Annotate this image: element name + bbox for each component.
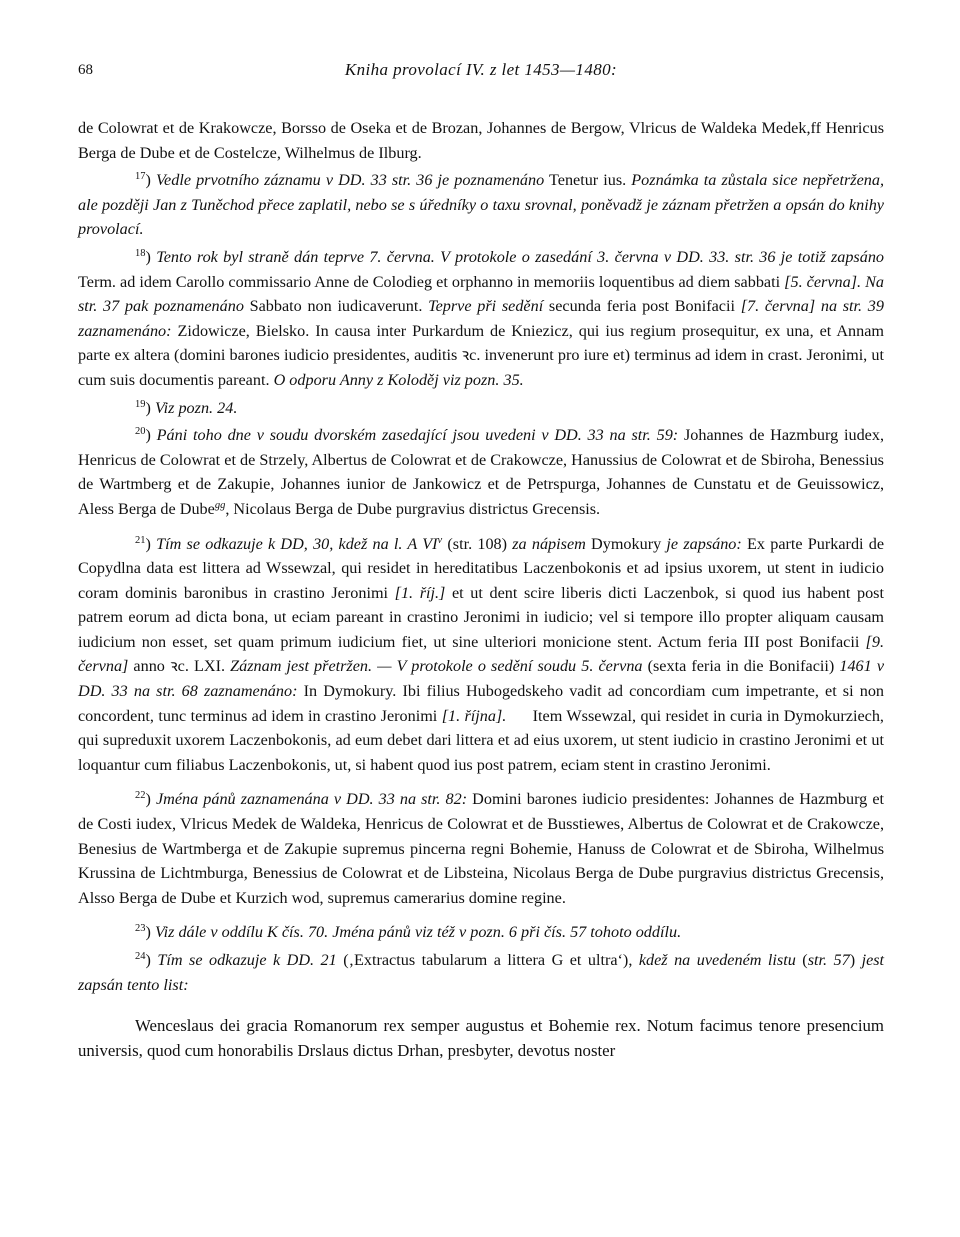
footnote-number: 23 (135, 923, 146, 935)
footnote-text: Ex parte Purkardi de Copydlna data est littera ad Wssewzal, qui residet in hereditatibus Laczenbokonis et ad ipsius uxorem, ut stent in iudicio coram dominis baronibus in crastino Jeronimi (78, 534, 885, 602)
footnote-text: za nápisem (512, 534, 586, 553)
footnote-text: je zapsáno: (666, 534, 742, 553)
footnote-text: Dymokury (585, 534, 667, 553)
footnote-17: $^{17}$) Vedle prvotního záznamu v DD. 33 str. 36 je poznamenáno Tenetur ius. Poznámka ta zůstala sice nepřetržena, ale později Jan z Tuněchod přece zaplatil, nebo se s úředníky o taxu srovnal, poněvadž je záznam přetržen a opsán do knihy provolací. (78, 171, 885, 239)
page-header (78, 58, 884, 88)
footnote-superscript: gg (214, 499, 226, 511)
footnote-text: , Nicolaus Berga de Dube purgravius districtus Grecensis. (225, 499, 601, 518)
footnote-text: Viz pozn. 24. (154, 398, 238, 417)
footnote-text: 1461 v DD. 33 na str. 68 zaznamenáno: (78, 657, 885, 701)
footnote-text: str. 57 (807, 951, 850, 969)
footnote-text: Záznam jest přetržen. — V protokole o sedění soudu 5. června (230, 657, 643, 676)
footnote-text: Term. ad idem Carollo commissario Anne de Colodieg et orphanno in memoriis loquentibus ad diem sabbati (78, 272, 785, 291)
footnote-text: anno ꝛc. LXI. (128, 657, 231, 676)
footnote-19: $^{19}$) Viz pozn. 24. (135, 398, 238, 417)
footnote-text: (sexta feria in die Bonifacii) (642, 657, 840, 676)
footnote-text: Jména pánů zaznamenána v DD. 33 na str. 82: (155, 790, 468, 809)
footnote-text: secunda feria post Bonifacii (543, 297, 741, 316)
paragraph-continuation (78, 116, 884, 165)
footnote-23: $^{23}$) Viz dále v oddílu K čís. 70. Jména pánů viz též v pozn. 6 při čís. 57 tohoto oddílu. (135, 923, 682, 942)
footnote-number: 19 (135, 398, 146, 410)
footnote-text: Teprve při sedění (428, 297, 544, 316)
footnote-text: et ut dent scire liberis dicti Laczenbok, si quod ius habent post patrem eorum ad dicta bona, ut eciam pareant in crastino Jeronimi in iudicio; vel si tempore illo propter aliquam causam iudicium non esset, set quam primum iudicium fiet, ut sine ulteriori monicione stent. Actum feria III post Bonifacii (78, 583, 884, 651)
footnote-text: In Dymokury. Ibi filius Hubogedskeho vadit ad concordiam cum impetrante, et si non concordent, tunc terminus ad idem in crastino Jeronimi (78, 682, 885, 725)
letter-body: Wenceslaus dei gracia Romanorum rex semper augustus et Bohemie rex. Notum facimus tenore presencium universis, quod cum honorabilis Drslaus dictus Drhan, presbyter, devotus noster (78, 1016, 884, 1061)
footnote-number: 20 (135, 426, 146, 438)
footnote-text: Zidowicze, Bielsko. In causa inter Purkardum de Kniezicz, qui ius regium prosequitur, ex una, et Annam parte ex altera (domini barones iudicio presidentes, auditis ꝛc. invenerunt pro iure et) terminus ad idem in crast. Jeronimi, ut cum suis documentis pareant. (78, 321, 884, 389)
footnote-number: 21 (135, 534, 146, 546)
footnote-text: Vedle prvotního záznamu v DD. 33 str. 36 je poznamenáno (155, 171, 545, 190)
footnote-text: kdež na uvedeném listu (638, 951, 796, 969)
footnote-text: (‚Extractus tabularum a littera G et ultra‘), (336, 951, 639, 969)
footnote-text: jest zapsán tento list: (78, 951, 885, 994)
footnote-text: Domini barones iudicio presidentes: Johannes de Hazmburg et de Costi iudex, Vlricus Medek de Waldeka, Henricus de Colowrat et de Busstiewes, Albertus de Colowrat et de Crakowcze, Benesius de Wartmberga et de Zakupie supremus pincerna regni Bohemie, Hanuss de Colowrat et de Sbiroha, Wilhelmus Krussina de Lichtmburga, Benessius de Colowrat et de Libsteina, Nicolaus Berga de Dube purgravius districtus Grecensis, Alsso Berga de Dube et Kurzich wod, supremus camerarius domine regine. (78, 790, 885, 907)
footnote-superscript: v (437, 534, 443, 546)
paragraph-text: de Colowrat et de Krakowcze, Borsso de Oseka et de Brozan, Johannes de Bergow, Vlricus de Waldeka Medek,ff Henricus Berga de Dube et de Costelcze, Wilhelmus de Ilburg. (78, 119, 884, 162)
page-number: 68 (78, 62, 93, 78)
footnote-22: $^{22}$) Jména pánů zaznamenána v DD. 33 na str. 82: Domini barones iudicio presidentes: Johannes de Hazmburg et de Costi iudex, Vlricus Medek de Waldeka, Henricus de Colowrat et de Busstiewes, Albertus de Colowrat et de Crakowcze, Benesius de Wartmberga et de Zakupie supremus pincerna regni Bohemie, Hanuss de Colowrat et de Sbiroha, Wilhelmus Krussina de Lichtmburga, Benessius de Colowrat et de Libsteina, Nicolaus Berga de Dube purgravius districtus Grecensis, Alsso Berga de Dube et Kurzich wod, supremus camerarius domine regine. (78, 790, 885, 907)
footnote-number: 22 (135, 790, 146, 802)
footnote-text: O odporu Anny z Koloděj viz pozn. 35. (273, 370, 524, 389)
footnote-text: Tenetur ius. (544, 171, 632, 190)
footnote-21: $^{21}$) Tím se odkazuje k DD, 30, kdež na l. A $VI^v$ (str. 108) za nápisem Dymokury je zapsáno: Ex parte Purkardi de Copydlna data est littera ad Wssewzal, qui residet in hereditatibus Laczenbokonis et ad ipsius uxorem, ut stent in iudicio coram dominis baronibus in crastino Jeronimi [1. říj.] et ut dent scire liberis dicti Laczenbok, si quod ius habent post patrem eorum ad dicta bona, ut eciam pareant in crastino Jeronimi in iudicio; vel si tempore illo propter aliquam causam iudicium non esset, set quam primum iudicium fiet, ut sine ulteriori monicione stent. Actum feria III post Bonifacii [9. června] anno ꝛc. LXI. Záznam jest přetržen. — V protokole o sedění soudu 5. června (sexta feria in die Bonifacii) 1461 v DD. 33 na str. 68 zaznamenáno: In Dymokury. Ibi filius Hubogedskeho vadit ad concordiam cum impetrante, et si non concordent, tunc terminus ad idem in crastino Jeronimi [1. října]. Item Wssewzal, qui residet in curia in Dymokurziech, qui supreduxit uxorem Laczenbokonis, ad eum debet dari littera et ad eius uxorem, ut stent iudicio in crastino Jeronimi et ut loquantur cum filiabus Laczenbokonis, ut, si habent quod ius post patrem, eciam stent in crastino Jeronimi. (78, 534, 889, 774)
footnote-text: [5. června]. Na str. 37 pak poznamenáno (78, 272, 884, 316)
footnote-text: Páni toho dne v soudu dvorském zasedající jsou uvedeni v DD. 33 na str. 59: (156, 426, 679, 445)
footnote-20: $^{20}$) Páni toho dne v soudu dvorském zasedající jsou uvedeni v DD. 33 na str. 59: Johannes de Hazmburg iudex, Henricus de Colowrat et de Strzely, Albertus de Colowrat et de Crakowcze, Hanussius de Colowrat et de Sbiroha, Benessius de Wartmberg et de Zakupie, Johannes iunior de Jankowicz et de Petrspurga, Johannes de Cunstatu et de Geuissowicz, Aless Berga de Dube$^{gg}$, Nicolaus Berga de Dube purgravius districtus Grecensis. (78, 426, 884, 518)
footnote-text: Poznámka ta zůstala sice nepřetržena, ale později Jan z Tuněchod přece zaplatil, nebo se s úředníky o taxu srovnal, poněvadž je záznam přetržen a opsán do knihy provolací. (78, 171, 885, 239)
footnote-number: 18 (135, 247, 146, 259)
footnote-text: Viz dále v oddílu K čís. 70. Jména pánů viz též v pozn. 6 při čís. 57 tohoto oddílu. (154, 923, 682, 942)
footnote-text: ) (849, 951, 862, 969)
footnote-text: [1. říj.] (394, 583, 446, 602)
footnote-24: $^{24}$) Tím se odkazuje k DD. 21 (‚Extractus tabularum a littera G et ultra‘), kdež na uvedeném listu (str. 57) jest zapsán tento list: (78, 951, 885, 994)
footnote-number: 24 (135, 951, 146, 962)
footnote-text: [7. června] na str. 39 zaznamenáno: (78, 297, 884, 340)
footnote-text: Sabbato non iudicaverunt. (243, 297, 429, 316)
footnote-text: ( (795, 951, 808, 969)
footnote-text: Johannes de Hazmburg iudex, Henricus de Colowrat et de Strzely, Albertus de Colowrat et de Crakowcze, Hanussius de Colowrat et de Sbiroha, Benessius de Wartmberg et de Zakupie, Johannes iunior de Jankowicz et de Petrspurga, Johannes de Cunstatu et de Geuissowicz, Aless Berga de Dube (78, 426, 884, 518)
footnote-number: 17 (135, 171, 146, 183)
footnote-text: Item Wssewzal, qui residet in curia in Dymokurziech, qui supreduxit uxorem Laczenbokonis, ad eum debet dari littera et ad eius uxorem, ut stent iudicio in crastino Jeronimi et ut loquantur cum filiabus Laczenbokonis, ut, si habent quod ius post patrem, eciam stent in crastino Jeronimi. (78, 706, 889, 774)
letter-text (78, 1013, 884, 1063)
footnote-text: Tím se odkazuje k DD, 30, kdež na l. A VI (156, 534, 438, 553)
footnote-18: $^{18}$) Tento rok byl straně dán teprve 7. června. V protokole o zasedání 3. června v DD. 33. str. 36 je totiž zapsáno Term. ad idem Carollo commissario Anne de Colodieg et orphanno in memoriis loquentibus ad diem sabbati [5. června]. Na str. 37 pak poznamenáno Sabbato non iudicaverunt. Teprve při sedění secunda feria post Bonifacii [7. června] na str. 39 zaznamenáno: Zidowicze, Bielsko. In causa inter Purkardum de Kniezicz, qui ius regium prosequitur, ex una, et Annam parte ex altera (domini barones iudicio presidentes, auditis ꝛc. invenerunt pro iure et) terminus ad idem in crast. Jeronimi, ut cum suis documentis pareant. O odporu Anny z Koloděj viz pozn. 35. (78, 247, 885, 389)
running-title: Kniha provolací IV. z let 1453—1480: (344, 60, 618, 79)
footnote-text: [1. října]. (441, 706, 507, 725)
footnote-text: Tím se odkazuje k DD. 21 (157, 951, 337, 969)
footnote-text: [9. června] (78, 632, 884, 676)
footnote-text: Tento rok byl straně dán teprve 7. června. V protokole o zasedání 3. června v DD. 33. str. 36 je totiž zapsáno (156, 247, 885, 266)
footnote-text: (str. 108) (442, 534, 513, 553)
